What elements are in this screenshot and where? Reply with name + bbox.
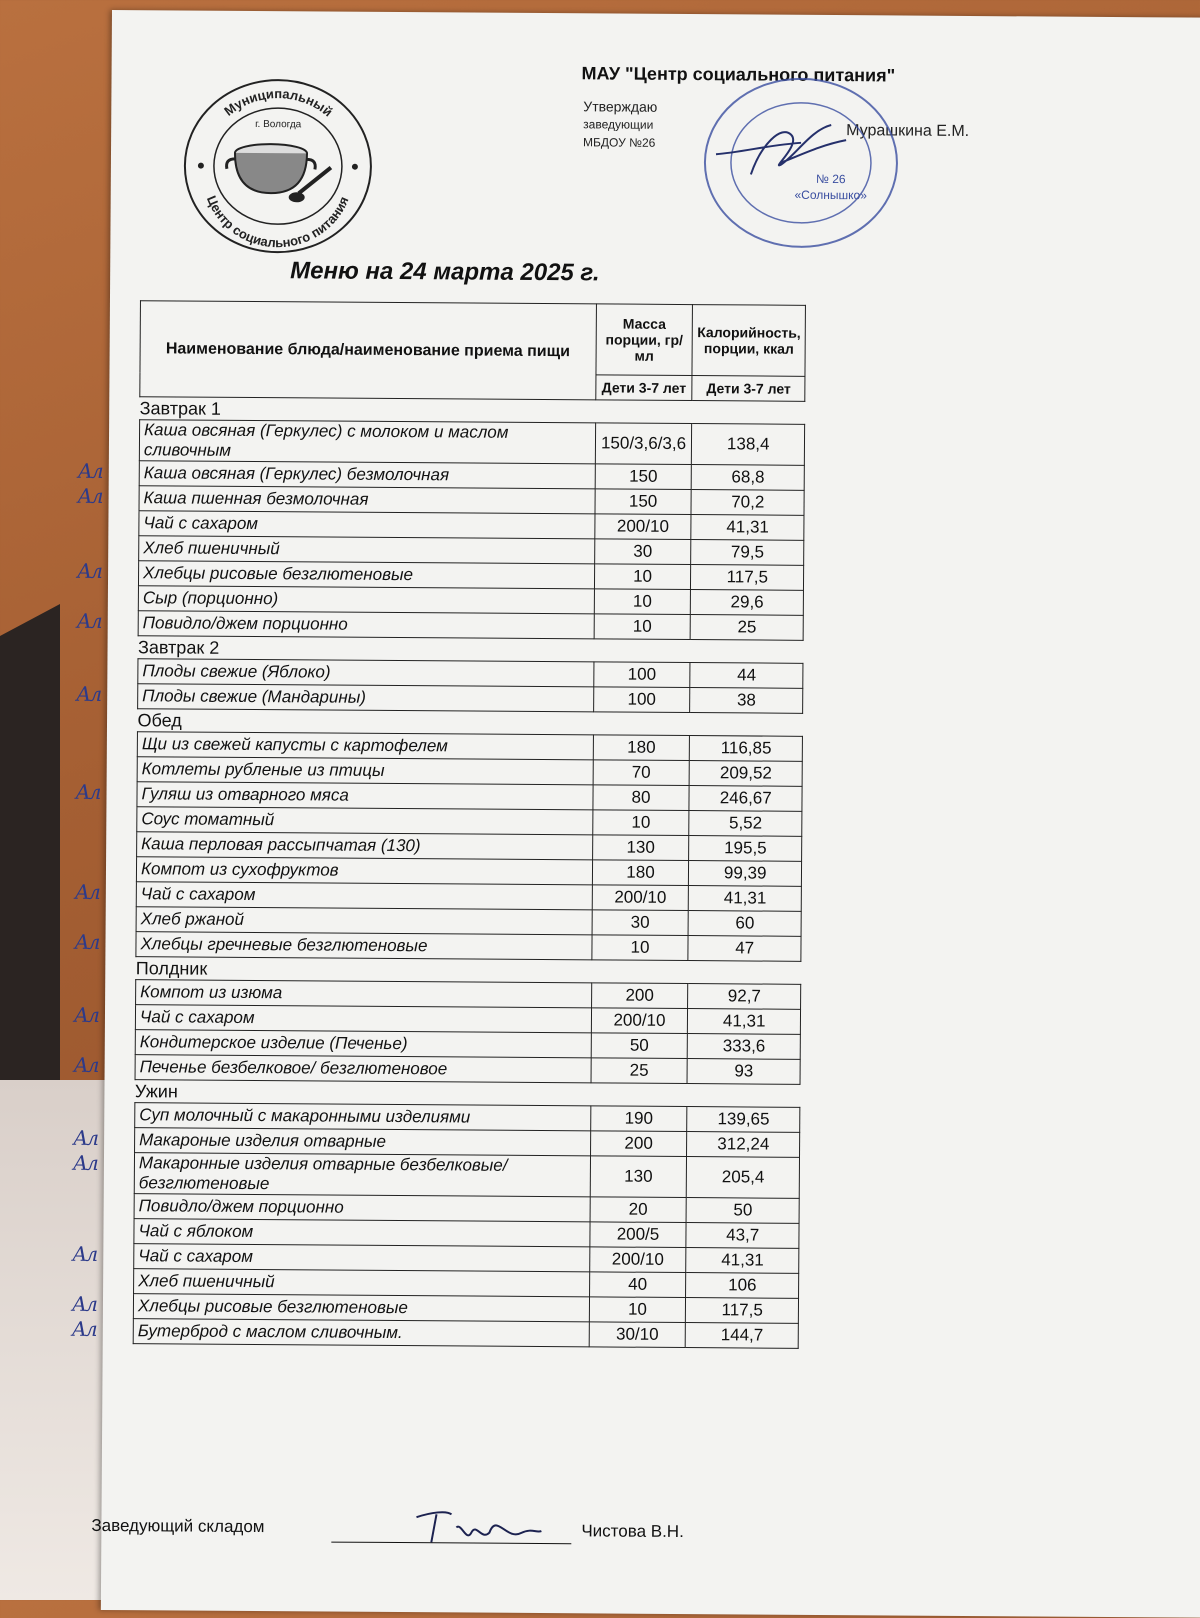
dish-mass: 10	[594, 589, 691, 615]
dish-calories: 60	[689, 911, 802, 937]
dish-calories: 41,31	[688, 1009, 801, 1035]
dish-name: Хлеб пшеничный	[134, 1269, 590, 1297]
table-row	[137, 782, 802, 812]
table-row	[138, 611, 803, 641]
dish-name: Соус томатный	[137, 807, 593, 835]
approval-line-3: МБДОУ №26	[583, 135, 656, 150]
dish-name: Хлебцы гречневые безглютеновые Ал	[136, 932, 592, 960]
dish-name: Хлебцы рисовые безглютеновые Ал	[133, 1294, 589, 1322]
dish-mass: 50	[591, 1033, 688, 1059]
dish-name: Компот из сухофруктов	[136, 857, 592, 885]
dish-mass: 30	[594, 539, 691, 565]
dish-calories: 99,39	[689, 861, 802, 887]
dish-mass: 30	[592, 910, 689, 936]
dish-mass: 130	[592, 835, 689, 861]
section-title: Завтрак 2	[137, 636, 220, 658]
dish-mass: 200/10	[591, 1008, 688, 1034]
table-row	[134, 1244, 799, 1274]
footer-name: Чистова В.Н.	[581, 1521, 684, 1542]
dish-name: Суп молочный с макаронными изделиями	[135, 1103, 591, 1131]
dish-name: Печенье безбелковое/ безглютеновое Ал	[135, 1055, 591, 1083]
table-row	[136, 882, 801, 912]
organization-name: МАУ "Центр социального питания"	[581, 63, 896, 86]
dish-mass: 80	[593, 785, 690, 811]
dish-mass: 190	[590, 1106, 687, 1132]
svg-text:Муниципальный	[221, 86, 335, 120]
dish-mass: 150	[595, 464, 692, 490]
dish-mass: 10	[592, 810, 689, 836]
allergy-mark: Ал	[74, 929, 99, 954]
storekeeper-signature	[411, 1502, 551, 1553]
dish-calories: 43,7	[686, 1223, 799, 1249]
dish-calories: 41,31	[691, 515, 804, 541]
table-row	[135, 1055, 800, 1085]
dish-mass: 200/5	[589, 1222, 686, 1248]
logo-bottom-text: Центр социального питания	[203, 193, 352, 251]
dish-name: Каша овсяная (Геркулес) безмолочная Ал	[139, 461, 595, 489]
dish-calories: 25	[691, 615, 804, 641]
dish-name: Чай с сахаром Ал	[136, 882, 592, 910]
dish-mass: 100	[593, 662, 690, 688]
allergy-mark: Ал	[75, 779, 100, 804]
dish-name: Гуляш из отварного мяса Ал	[137, 782, 593, 810]
section-title: Полдник	[135, 957, 208, 979]
section-title: Завтрак 1	[139, 397, 221, 419]
dish-name: Плоды свежие (Яблоко)	[138, 659, 594, 687]
dish-mass: 200/10	[589, 1247, 686, 1273]
dish-calories: 117,5	[686, 1298, 799, 1324]
table-row	[136, 932, 801, 962]
dish-name: Плоды свежие (Мандарины) Ал	[138, 684, 594, 712]
dish-name: Повидло/джем порционно Ал	[138, 611, 594, 639]
header-dish-name: Наименование блюда/наименование приема пищи	[140, 301, 596, 400]
dish-name: Каша пшенная безмолочная Ал	[139, 486, 595, 514]
dish-mass: 20	[590, 1197, 687, 1223]
dish-name: Компот из изюма	[136, 980, 592, 1008]
dish-name: Чай с сахаром Ал	[135, 1005, 591, 1033]
dish-name: Каша овсяная (Геркулес) с молоком и маслом сливочным	[139, 420, 595, 464]
dish-calories: 106	[686, 1273, 799, 1299]
dish-calories: 144,7	[686, 1323, 799, 1349]
dish-name: Чай с сахаром	[139, 511, 595, 539]
section-title: Обед	[137, 709, 182, 731]
dish-calories: 139,65	[687, 1107, 800, 1133]
director-name: Мурашкина Е.М.	[846, 122, 970, 140]
dish-mass: 40	[589, 1272, 686, 1298]
dish-calories: 116,85	[690, 736, 803, 762]
head-signature	[711, 114, 851, 185]
header-mass: Масса порции, гр/мл	[596, 304, 693, 376]
dish-mass: 25	[591, 1058, 688, 1084]
allergy-mark: Ал	[73, 1125, 98, 1150]
table-row	[138, 684, 803, 714]
dish-mass: 200	[591, 983, 688, 1009]
dish-mass: 100	[593, 687, 690, 713]
header-age-calories: Дети 3-7 лет	[692, 376, 805, 402]
dish-mass: 150	[595, 489, 692, 515]
dish-name: Каша перловая рассыпчатая (130)	[137, 832, 593, 860]
dish-mass: 10	[594, 614, 691, 640]
dish-mass: 200/10	[592, 885, 689, 911]
table-row	[135, 1005, 800, 1035]
dish-name: Котлеты рубленые из птицы	[137, 757, 593, 785]
allergy-mark: Ал	[76, 681, 101, 706]
dish-calories: 333,6	[688, 1034, 801, 1060]
dish-mass: 180	[592, 860, 689, 886]
allergy-mark: Ал	[71, 1316, 96, 1341]
organization-logo	[180, 74, 375, 257]
dish-mass: 130	[590, 1156, 687, 1198]
dish-calories: 205,4	[687, 1157, 800, 1199]
logo-top-text: Муниципальный	[221, 86, 336, 120]
stamp-number: № 26	[816, 171, 846, 187]
menu-table	[71, 300, 806, 1349]
dish-calories: 68,8	[692, 465, 805, 491]
allergy-mark: Ал	[77, 483, 102, 508]
table-row	[133, 1319, 798, 1349]
dish-calories: 312,24	[687, 1132, 800, 1158]
dish-calories: 195,5	[689, 836, 802, 862]
allergy-mark: Ал	[77, 458, 102, 483]
stamp-name: «Солнышко»	[794, 187, 867, 203]
dish-mass: 10	[591, 935, 688, 961]
dish-calories: 92,7	[688, 984, 801, 1010]
dish-mass: 10	[594, 564, 691, 590]
dish-mass: 30/10	[589, 1322, 686, 1348]
allergy-mark: Ал	[73, 1052, 98, 1077]
dish-name: Повидло/джем порционно	[134, 1194, 590, 1222]
table-row	[139, 420, 804, 466]
allergy-mark: Ал	[73, 1002, 98, 1027]
table-row	[138, 561, 803, 591]
dish-mass: 10	[589, 1297, 686, 1323]
table-edge	[0, 604, 60, 1116]
dish-mass: 200	[590, 1131, 687, 1157]
dish-name: Кондитерское изделие (Печенье)	[135, 1030, 591, 1058]
allergy-mark: Ал	[74, 879, 99, 904]
dish-name: Бутерброд с маслом сливочным. Ал	[133, 1319, 589, 1347]
table-row	[134, 1153, 799, 1199]
dish-calories: 117,5	[691, 565, 804, 591]
dish-calories: 29,6	[691, 590, 804, 616]
dish-name: Хлеб пшеничный	[139, 536, 595, 564]
dish-name: Хлеб ржаной	[136, 907, 592, 935]
dish-mass: 180	[593, 735, 690, 761]
dish-name: Щи из свежей капусты с картофелем	[137, 732, 593, 760]
dish-name: Хлебцы рисовые безглютеновые Ал	[138, 561, 594, 589]
allergy-mark: Ал	[71, 1291, 96, 1316]
dish-calories: 47	[688, 936, 801, 962]
dish-calories: 44	[690, 663, 803, 689]
section-title: Ужин	[134, 1080, 178, 1101]
dish-calories: 41,31	[686, 1248, 799, 1274]
page-title: Меню на 24 марта 2025 г.	[290, 257, 600, 287]
dish-mass: 150/3,6/3,6	[595, 423, 692, 465]
menu-document	[71, 10, 1200, 1618]
dish-name: Чай с яблоком	[134, 1219, 590, 1247]
dish-name: Макаронные изделия отварные безбелковые/ безглютеновые Ал	[134, 1153, 590, 1197]
dish-calories: 79,5	[691, 540, 804, 566]
table-row	[139, 486, 804, 516]
approval-line-2: заведующии	[583, 117, 654, 132]
logo-city-text: г. Вологда	[255, 119, 302, 131]
allergy-mark: Ал	[77, 558, 102, 583]
dish-calories: 41,31	[689, 886, 802, 912]
header-calories: Калорийность, порции, ккал	[692, 305, 805, 377]
dish-calories: 70,2	[691, 490, 804, 516]
footer-position: Заведующий складом	[91, 1515, 265, 1537]
approval-line-1: Утверждаю	[583, 98, 658, 115]
dish-calories: 246,67	[689, 786, 802, 812]
dish-calories: 209,52	[690, 761, 803, 787]
dish-name: Сыр (порционно)	[138, 586, 594, 614]
allergy-mark: Ал	[72, 1241, 97, 1266]
dish-name: Макароные изделия отварные Ал	[135, 1128, 591, 1156]
approval-block	[583, 97, 657, 152]
dish-mass: 200/10	[594, 514, 691, 540]
allergy-mark: Ал	[72, 1150, 97, 1175]
allergy-mark: Ал	[76, 608, 101, 633]
dish-name: Чай с сахаром Ал	[134, 1244, 590, 1272]
dish-calories: 93	[688, 1059, 801, 1085]
dish-calories: 138,4	[692, 424, 805, 466]
dish-calories: 38	[690, 688, 803, 714]
header-age-mass: Дети 3-7 лет	[595, 375, 692, 401]
dish-mass: 70	[593, 760, 690, 786]
dish-calories: 5,52	[689, 811, 802, 837]
dish-calories: 50	[687, 1198, 800, 1224]
